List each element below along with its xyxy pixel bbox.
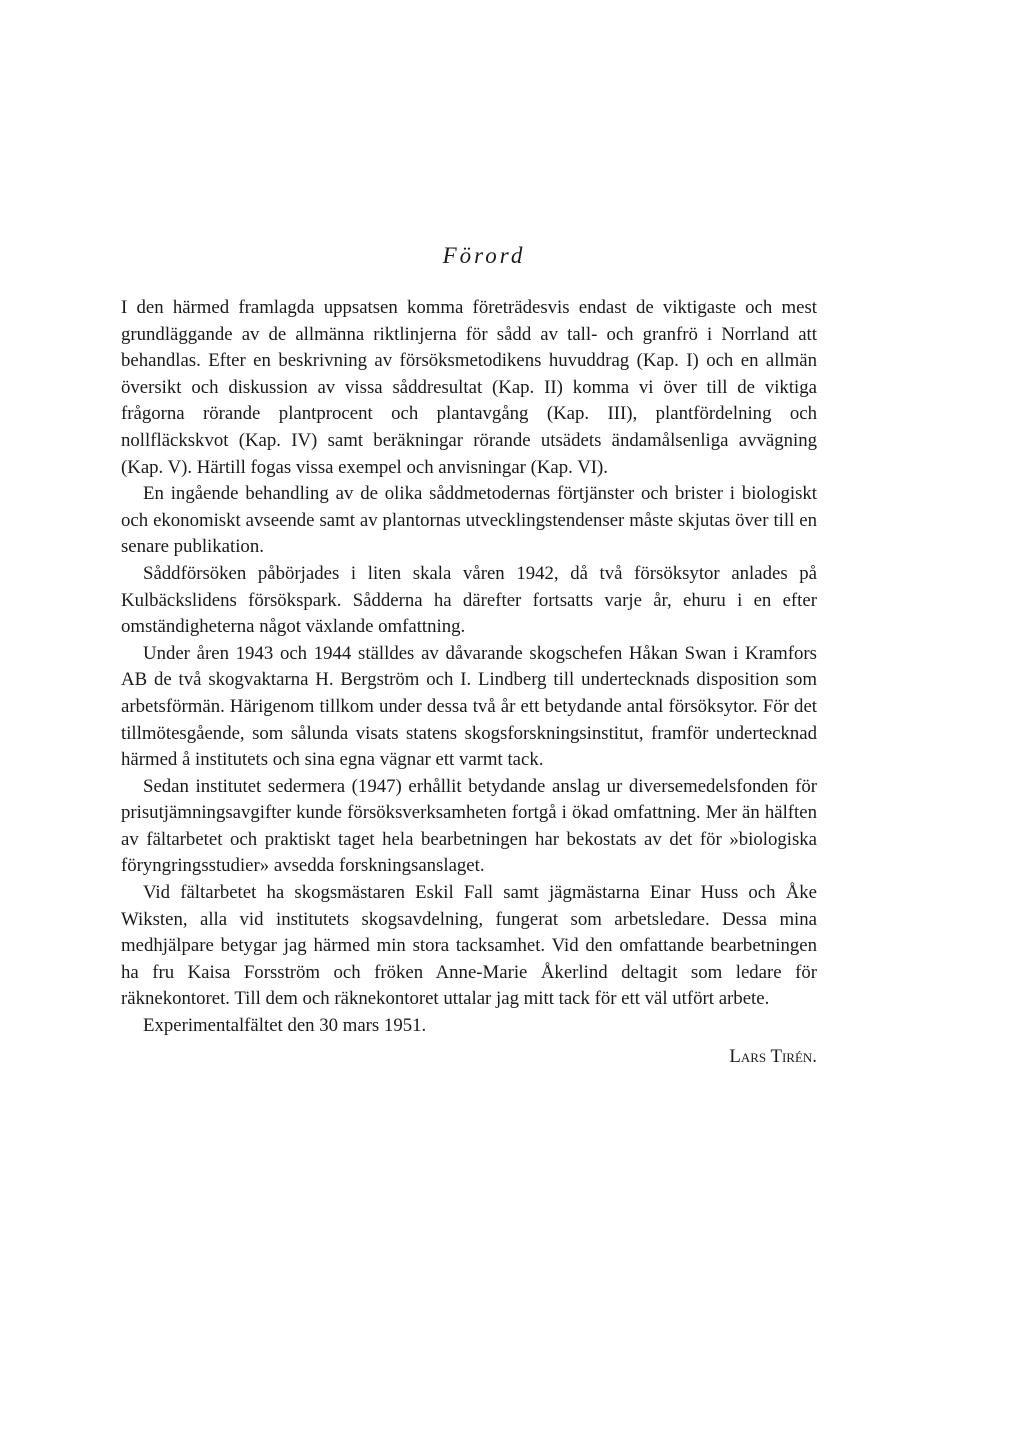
paragraph-3: Såddförsöken påbörjades i liten skala våren 1942, då två försöksytor anlades på Kulbäckslidens försökspark. Sådderna ha därefter fortsatts varje år, ehuru i en efter omständigheterna något växlande omfattning. bbox=[121, 562, 817, 638]
page-title: Förord bbox=[442, 243, 526, 268]
document-page bbox=[121, 243, 817, 1070]
paragraph-2: En ingående behandling av de olika såddmetodernas förtjänster och brister i biologiskt och ekonomiskt avseende samt av plantornas utvecklingstendenser måste skjutas över till en senare publikation. bbox=[121, 483, 817, 558]
paragraph-6: Vid fältarbetet ha skogsmästaren Eskil Fall samt jägmästarna Einar Huss och Åke Wiksten, alla vid institutets skogsavdelning, fungerat som arbetsledare. Dessa mina medhjälpare betygar jag härmed min stora tacksamhet. Vid den omfattande bearbetningen ha fru Kaisa Forsström och fröken Anne-Marie Åkerlind deltagit som ledare för räknekontoret. Till dem och räknekontoret uttalar jag mitt tack för ett väl utfört arbete. bbox=[121, 882, 817, 1010]
paragraph-4: Under åren 1943 och 1944 ställdes av dåvarande skogschefen Håkan Swan i Kramfors AB de två skogvaktarna H. Bergström och I. Lindberg till undertecknads disposition som arbetsförmän. Härigenom tillkom under dessa två år ett betydande antal försöksytor. För det tillmötesgående, som sålunda visats statens skogsforskningsinstitut, framför undertecknad härmed å institutets och sina egna vägnar ett varmt tack. bbox=[121, 642, 817, 771]
signature: Lars Tirén. bbox=[729, 1045, 817, 1067]
closing-line: Experimentalfältet den 30 mars 1951. bbox=[143, 1015, 427, 1037]
paragraph-1: I den härmed framlagda uppsatsen komma företrädesvis endast de viktigaste och mest grundläggande av de allmänna riktlinjerna för sådd av tall- och granfrö i Norrland att behandlas. Efter en beskrivning av försöksmetodikens huvuddrag (Kap. I) och en allmän översikt och diskussion av vissa såddresultat (Kap. II) komma vi över till de viktiga frågorna rörande plantprocent och plantavgång (Kap. III), plantfördelning och nollfläckskvot (Kap. IV) samt beräkningar rörande utsädets ändamålsenliga avvägning (Kap. V). Härtill fogas vissa exempel och anvisningar (Kap. VI). bbox=[121, 297, 817, 478]
paragraph-5: Sedan institutet sedermera (1947) erhållit betydande anslag ur diversemedelsfonden för prisutjämningsavgifter kunde försöksverksamheten fortgå i ökad omfattning. Mer än hälften av fältarbetet och praktiskt taget hela bearbetningen har bekostats av det för »biologiska föryngringsstudier» avsedda forskningsanslaget. bbox=[121, 775, 817, 877]
